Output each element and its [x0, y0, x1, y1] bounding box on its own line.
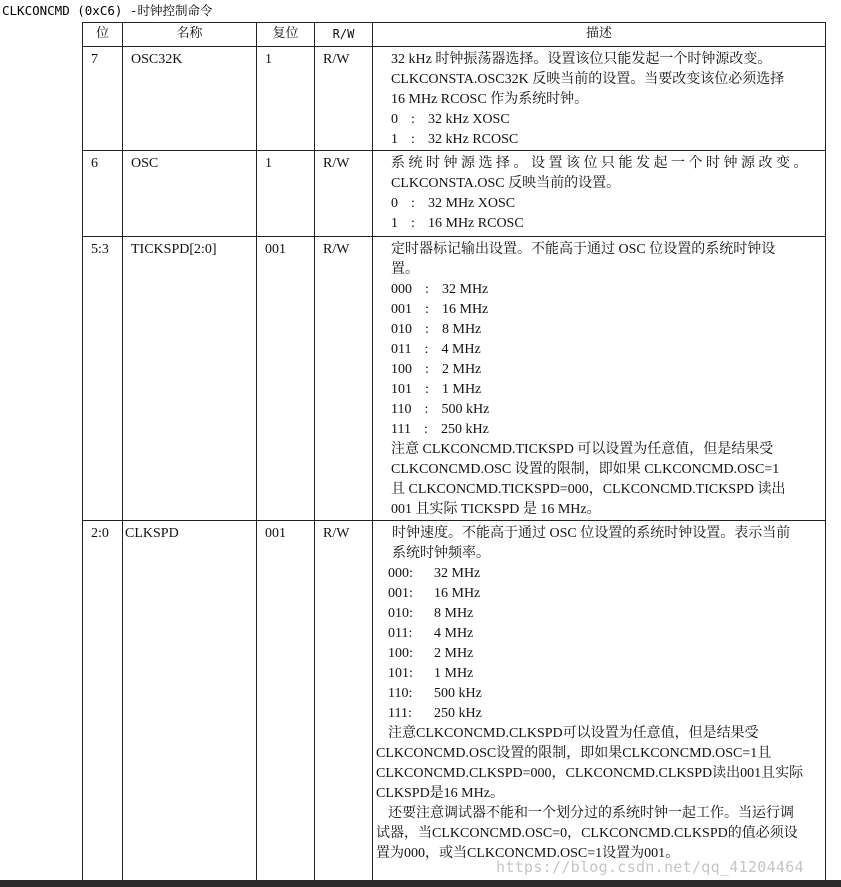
option-line: 110 : 500 kHz: [391, 402, 490, 417]
option-line: 111: 250 kHz: [388, 706, 482, 721]
description-cell: [373, 47, 825, 150]
note-line: 试器，当CLKCONCMD.OSC=0，CLKCONCMD.CLKSPD的值必须设: [376, 826, 798, 841]
rw-cell: R/W: [323, 242, 350, 257]
description-line: 系统时钟频率。: [392, 546, 490, 561]
description-line: 16 MHz RCOSC 作为系统时钟。: [391, 92, 589, 107]
name-cell: OSC: [131, 156, 159, 171]
table-row: [83, 237, 826, 521]
bit-cell: 6: [91, 156, 98, 171]
option-line: 001 : 16 MHz: [391, 302, 489, 317]
name-cell: TICKSPD[2:0]: [131, 242, 217, 257]
note-line: CLKCONCMD.CLKSPD=000，CLKCONCMD.CLKSPD读出001且实际: [376, 766, 804, 781]
description-line: 时钟速度。不能高于通过 OSC 位设置的系统时钟设置。表示当前: [392, 526, 791, 541]
option-line: 100: 2 MHz: [388, 646, 474, 661]
rw-cell: R/W: [323, 156, 350, 171]
description-line: 定时器标记输出设置。不能高于通过 OSC 位设置的系统时钟设: [391, 242, 776, 257]
option-line: 010 : 8 MHz: [391, 322, 482, 337]
table-row: [83, 151, 826, 237]
option-line: 101: 1 MHz: [388, 666, 474, 681]
rw-cell: R/W: [323, 52, 350, 67]
watermark: https://blog.csdn.net/qq_41204464: [496, 858, 804, 876]
description-cell: [373, 237, 825, 520]
option-line: 101 : 1 MHz: [391, 382, 482, 397]
bit-cell: 5:3: [91, 242, 109, 257]
table-row: [83, 521, 826, 882]
header-bit: 位: [83, 23, 123, 47]
note-line: 且 CLKCONCMD.TICKSPD=000，CLKCONCMD.TICKSPD 读出: [391, 482, 786, 497]
note-line: 还要注意调试器不能和一个划分过的系统时钟一起工作。当运行调: [388, 806, 794, 821]
header-reset: 复位: [257, 23, 315, 47]
option-line: 111 : 250 kHz: [391, 422, 489, 437]
table-row: [83, 47, 826, 151]
note-line: CLKCONCMD.OSC 设置的限制，即如果 CLKCONCMD.OSC=1: [391, 462, 780, 477]
reset-cell: 1: [265, 52, 272, 67]
description-cell: [373, 521, 825, 864]
name-cell: OSC32K: [131, 52, 183, 67]
note-line: 注意CLKCONCMD.CLKSPD可以设置为任意值，但是结果受: [388, 726, 759, 741]
option-line: 001: 16 MHz: [388, 586, 481, 601]
option-line: 000 : 32 MHz: [391, 282, 489, 297]
description-line: 32 kHz 时钟振荡器选择。设置该位只能发起一个时钟源改变。: [391, 52, 772, 67]
description-line: 置。: [391, 262, 419, 277]
bit-cell: 7: [91, 52, 98, 67]
note-line: 置为000，或当CLKCONCMD.OSC=1设置为001。: [376, 846, 680, 861]
rw-cell: R/W: [323, 526, 350, 541]
header-row: [83, 23, 826, 47]
option-line: 011: 4 MHz: [388, 626, 474, 641]
description-line: 系 统 时 钟 源 选 择 。 设 置 该 位 只 能 发 起 一 个 时 钟 源 改 变 。: [391, 156, 808, 171]
reset-cell: 1: [265, 156, 272, 171]
description-cell: [373, 151, 825, 234]
register-table: [82, 22, 826, 882]
note-line: CLKCONCMD.OSC设置的限制，即如果CLKCONCMD.OSC=1且: [376, 746, 772, 761]
header-rw: R/W: [315, 23, 373, 47]
option-line: 1 : 32 kHz RCOSC: [391, 132, 519, 147]
name-cell: CLKSPD: [125, 526, 179, 541]
description-line: CLKCONSTA.OSC 反映当前的设置。: [391, 176, 621, 191]
note-line: 001 且实际 TICKSPD 是 16 MHz。: [391, 502, 601, 517]
description-line: CLKCONSTA.OSC32K 反映当前的设置。当要改变该位必须选择: [391, 72, 785, 87]
option-line: 110: 500 kHz: [388, 686, 482, 701]
header-name: 名称: [123, 23, 257, 47]
note-line: 注意 CLKCONCMD.TICKSPD 可以设置为任意值，但是结果受: [391, 442, 774, 457]
option-line: 0 : 32 MHz XOSC: [391, 196, 516, 211]
option-line: 010: 8 MHz: [388, 606, 474, 621]
register-heading: CLKCONCMD (0xC6) -时钟控制命令: [2, 3, 213, 18]
option-line: 000: 32 MHz: [388, 566, 481, 581]
note-line: CLKSPD是16 MHz。: [376, 786, 504, 801]
option-line: 1 : 16 MHz RCOSC: [391, 216, 524, 231]
reset-cell: 001: [265, 526, 286, 541]
option-line: 0 : 32 kHz XOSC: [391, 112, 510, 127]
reset-cell: 001: [265, 242, 286, 257]
bit-cell: 2:0: [91, 526, 109, 541]
bottom-bar: [0, 880, 841, 887]
option-line: 100 : 2 MHz: [391, 362, 482, 377]
option-line: 011 : 4 MHz: [391, 342, 481, 357]
header-description: 描述: [373, 23, 826, 47]
